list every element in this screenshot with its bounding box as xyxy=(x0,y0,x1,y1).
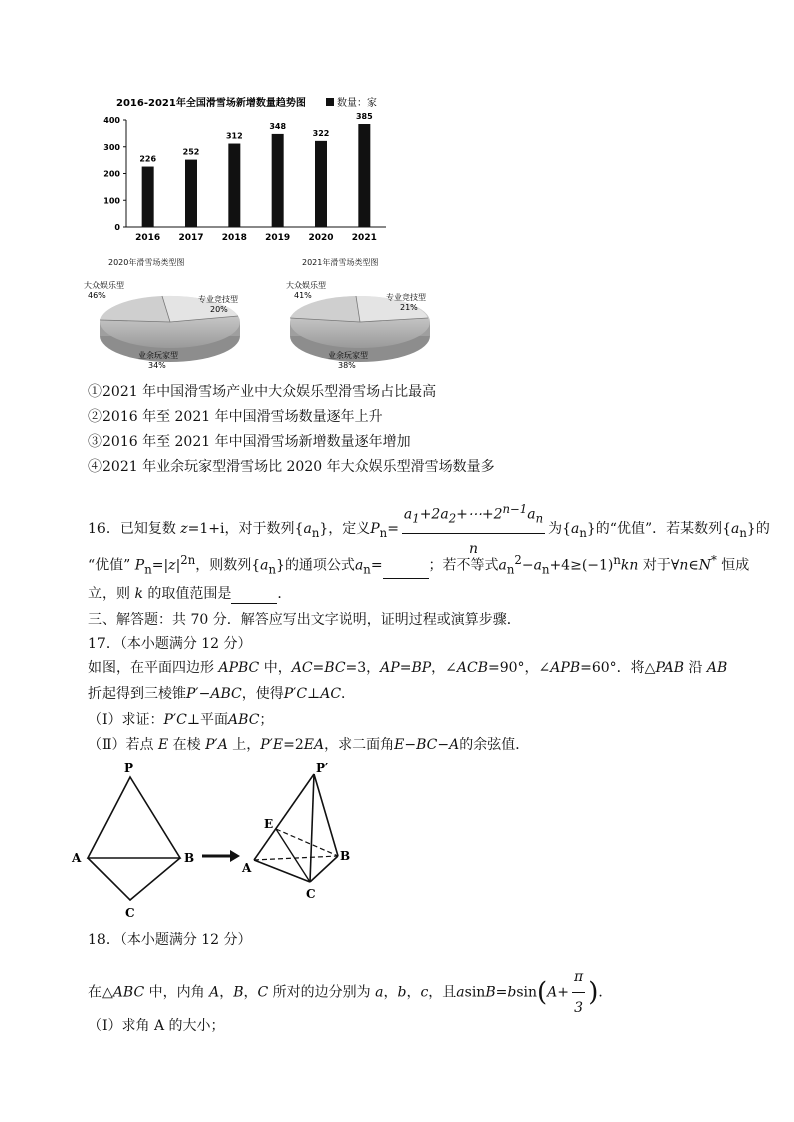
x-tick-label: 2021 xyxy=(351,233,377,243)
label-A2: A xyxy=(242,861,252,875)
bar xyxy=(228,144,240,227)
label-A: A xyxy=(72,851,82,865)
bar xyxy=(272,134,284,227)
pie-2020-pct-2: 20% xyxy=(210,305,228,314)
x-tick-label: 2020 xyxy=(308,233,334,243)
option-4: ④2021 年业余玩家型滑雪场比 2020 年大众娱乐型滑雪场数量多 xyxy=(88,459,495,475)
y-tick-label: 200 xyxy=(103,169,120,179)
bar xyxy=(315,141,327,227)
x-tick-label: 2016 xyxy=(135,233,161,243)
chart-title: 2016-2021年全国滑雪场新增数量趋势图 xyxy=(116,98,306,109)
option-2: ②2016 年至 2021 年中国滑雪场数量逐年上升 xyxy=(88,409,383,425)
q18-line-1: 在△ABC 中，内角 A，B，C 所对的边分别为 a，b，c，且asinB=bsin(A+ $\frac{\pi}{3}$ )． xyxy=(88,962,612,1023)
q16-line-3: 立，则 k 的取值范围是 ． xyxy=(88,586,292,602)
bar xyxy=(358,124,370,227)
pie-2020-label-2: 专业竞技型 xyxy=(198,295,238,304)
y-tick-label: 300 xyxy=(103,142,120,152)
bar-chart xyxy=(96,90,396,250)
label-C: C xyxy=(125,906,135,920)
q17-heading: 17．（本小题满分 12 分） xyxy=(88,636,252,652)
q17-line-2: 折起得到三棱锥P′−ABC，使得P′C⊥AC． xyxy=(88,686,356,702)
answer-blank-2[interactable] xyxy=(231,589,277,604)
pie-chart-2020 xyxy=(70,270,270,380)
q18-heading: 18．（本小题满分 12 分） xyxy=(88,932,252,948)
chart-legend: 数量：家 xyxy=(337,98,377,109)
section-3-heading: 三、解答题：共 70 分．解答应写出文字说明，证明过程或演算步骤． xyxy=(88,612,521,628)
y-tick-label: 100 xyxy=(103,196,120,206)
y-tick-label: 400 xyxy=(103,116,120,125)
x-tick-label: 2017 xyxy=(178,233,204,243)
pie-chart-2021 xyxy=(270,270,470,380)
label-P: P xyxy=(124,762,134,775)
pie-2020-label-3: 业余玩家型 xyxy=(138,351,178,360)
x-tick-label: 2018 xyxy=(221,233,247,243)
pie-2021-pct-1: 41% xyxy=(294,291,312,300)
label-E: E xyxy=(264,817,274,831)
option-1: ①2021 年中国滑雪场产业中大众娱乐型滑雪场占比最高 xyxy=(88,384,437,400)
label-B2: B xyxy=(340,849,351,863)
option-3: ③2016 年至 2021 年中国滑雪场新增数量逐年增加 xyxy=(88,434,411,450)
label-C2: C xyxy=(306,887,316,901)
data-label: 348 xyxy=(269,121,287,131)
label-B: B xyxy=(184,851,195,865)
pie-2021-label-1: 大众娱乐型 xyxy=(286,281,326,290)
data-label: 322 xyxy=(312,128,330,138)
chart-marks xyxy=(103,112,386,243)
bar xyxy=(142,167,154,227)
pie-2021-title: 2021年滑雪场类型图 xyxy=(302,258,379,267)
pie-2021-pct-3: 38% xyxy=(338,361,356,370)
data-label: 312 xyxy=(225,131,243,141)
q17-line-1: 如图，在平面四边形 APBC 中，AC=BC=3，AP=BP，∠ACB=90°，∠APB=60°．将△PAB 沿 AB xyxy=(88,660,728,676)
answer-blank-1[interactable] xyxy=(383,564,429,579)
pie-2021-pct-2: 21% xyxy=(400,303,418,312)
q17-part-1: （Ⅰ）求证：P′C⊥平面ABC； xyxy=(88,712,274,728)
pie-2020-pct-3: 34% xyxy=(148,361,166,370)
data-label: 385 xyxy=(355,112,373,122)
q17-figure xyxy=(70,762,370,932)
y-tick-label: 0 xyxy=(114,223,120,232)
x-tick-label: 2019 xyxy=(265,233,291,243)
legend-swatch xyxy=(326,98,334,106)
label-P-prime: P′ xyxy=(316,762,329,775)
pie-2020-title: 2020年滑雪场类型图 xyxy=(108,258,185,267)
pie-2021-label-3: 业余玩家型 xyxy=(328,351,368,360)
bar xyxy=(185,160,197,227)
q17-part-2: （Ⅱ）若点 E 在棱 P′A 上，P′E=2EA，求二面角E−BC−A的余弦值． xyxy=(88,737,530,753)
q16-line-2: “优值” $P_n=|z|^{2n}$，则数列$\{a_n\}$的通项公式$a_n=$ ；若不等式$a_n^2-a_n+4\ge(-1)^nkn$ 对于∀n∈N* 恒成 xyxy=(88,550,749,579)
q16-line-1: 16．已知复数 z=1+i，对于数列$\{a_n\}$，定义$P_n=$ $\frac{a_1+2a_2+\cdots+2^{n-1}a_n}{n}$ 为$\{a_n\}$的“优值”．若某数列$\{a_n\}$的 xyxy=(88,494,770,564)
q18-part-1: （Ⅰ）求角 A 的大小； xyxy=(88,1018,225,1034)
data-label: 226 xyxy=(139,154,157,164)
pie-2020-pct-1: 46% xyxy=(88,291,106,300)
data-label: 252 xyxy=(182,147,200,157)
pie-2021-label-2: 专业竞技型 xyxy=(386,293,426,302)
pie-2020-label-1: 大众娱乐型 xyxy=(84,281,124,290)
